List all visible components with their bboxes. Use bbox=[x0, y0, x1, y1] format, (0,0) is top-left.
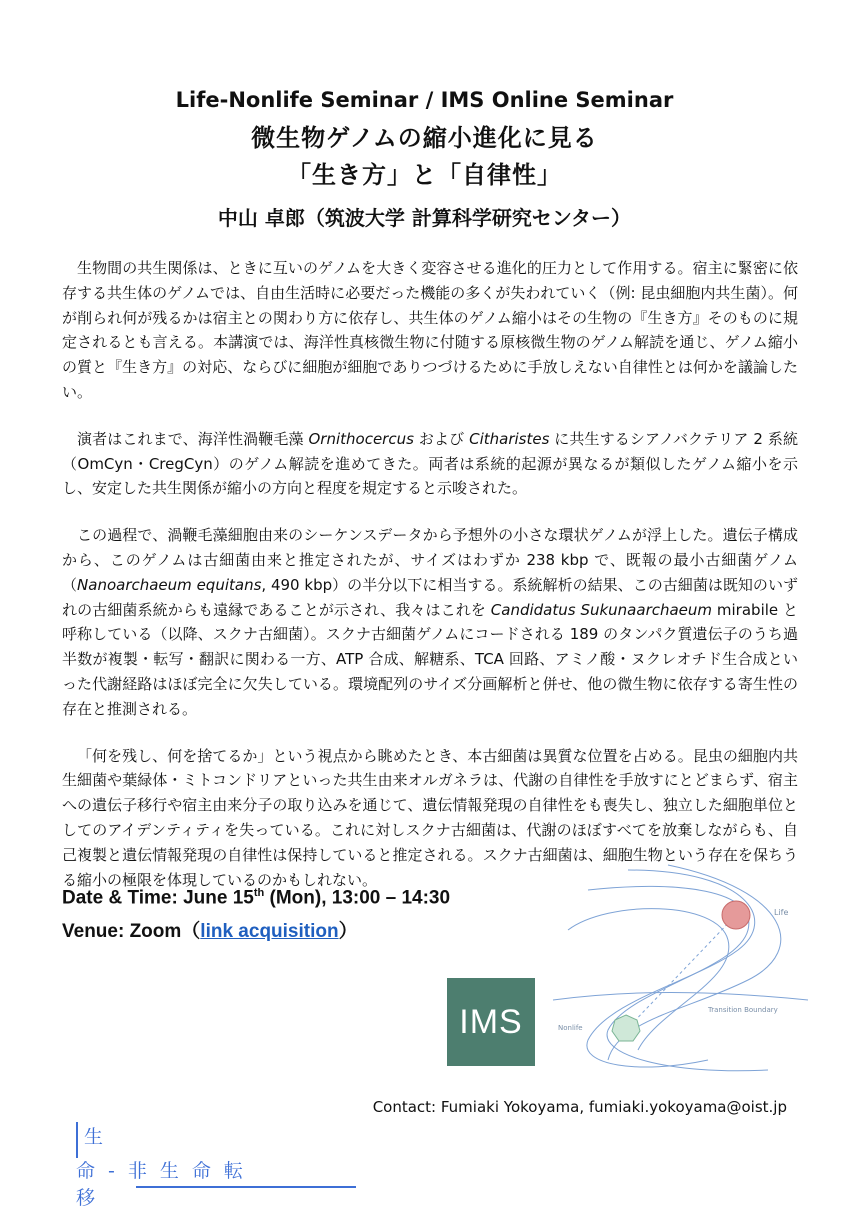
curve-outer-4 bbox=[568, 909, 729, 1050]
p3-species-1: Nanoarchaeum equitans bbox=[77, 575, 262, 594]
speaker: 中山 卓郎（筑波大学 計算科学研究センター） bbox=[217, 206, 632, 230]
curve-outer-1 bbox=[587, 870, 755, 1067]
venue bbox=[62, 915, 450, 949]
date-suffix: (Mon), 13:00 – 14:30 bbox=[264, 887, 451, 909]
brand-text: 命-非生命転移 bbox=[76, 1160, 256, 1209]
p3-text-c: mirabile と呼称している（以降、スクナ古細菌）。スクナ古細菌ゲノムにコードされる 189 のタンパク質遺伝子のうち過半数が複製・転写・翻訳に関わる一方、ATP 合成、解糖系、TCA 回路、アミノ酸・ヌクレオチド生合成といった代謝経路はほぼ完全に欠失している。環境配列のサイズ分画解析と併せ、他の微生物に依存する寄生性の存在と推測される。 bbox=[62, 600, 799, 718]
p3-text-b: , 490 kbp）の半分以下に相当する。系統解析の結果、この古細菌は既知のいずれの古細菌系統からも遠縁であることが示され、我々はこれを bbox=[62, 575, 798, 619]
label-nonlife: Nonlife bbox=[558, 1024, 583, 1032]
p2-text-b: および bbox=[413, 429, 470, 448]
date-prefix: Date & Time: June 15 bbox=[62, 887, 254, 909]
venue-prefix: Venue: Zoom（ bbox=[62, 921, 201, 943]
seminar-series: Life-Nonlife Seminar / IMS Online Seminar bbox=[175, 88, 674, 112]
p2-text-a: 演者はこれまで、海洋性渦鞭毛藻 bbox=[77, 429, 309, 448]
p2-species-2: Citharistes bbox=[469, 429, 550, 448]
p2-species-1: Ornithocercus bbox=[308, 429, 414, 448]
p2-text-c: に共生するシアノバクテリア 2 系統（OmCyn・CregCyn）のゲノム解読を進めてきた。両者は系統的起源が異なるが類似したゲノム縮小を示し、安定した共生関係が縮小の方向と程度を規定すると示唆された。 bbox=[62, 429, 798, 498]
abstract bbox=[62, 256, 798, 914]
life-nonlife-brand bbox=[76, 1122, 286, 1209]
paragraph-3 bbox=[62, 523, 798, 721]
brand-char: 生 bbox=[84, 1126, 104, 1148]
paragraph-2 bbox=[62, 427, 798, 501]
paragraph-4: 「何を残し、何を捨てるか」という視点から眺めたとき、本古細菌は異質な位置を占める。昆虫の細胞内共生細菌や葉緑体・ミトコンドリアといった共生由来オルガネラは、代謝の自律性を手放すにとどまらず、宿主への遺伝子移行や宿主由来分子の取り込みを通じて、遺伝情報発現の自律性をも喪失し、独立した細胞単位としてのアイデンティティを失っている。これに対しスクナ古細菌は、代謝のほぼすべてを放棄しながらも、自己複製と遺伝情報発現の自律性は保持していると推定される。スクナ古細菌は、細胞生物という存在を保ちうる縮小の極限を体現しているのかもしれない。 bbox=[62, 746, 798, 889]
title-line-1: 微生物ゲノムの縮小進化に見る bbox=[251, 124, 598, 152]
p3-text-a: この過程で、渦鞭毛藻細胞由来のシーケンスデータから予想外の小さな環状ゲノムが浮上した。遺伝子構成から、このゲノムは古細菌由来と推定されたが、サイズはわずか 238 kbp で、既報の最小古細菌ゲノム（ bbox=[62, 526, 798, 594]
header bbox=[0, 86, 849, 232]
venue-suffix: ） bbox=[338, 921, 358, 943]
p3-species-2: Candidatus Sukunaarchaeum bbox=[490, 600, 713, 619]
title-line-2: 「生き方」と「自律性」 bbox=[287, 161, 562, 189]
label-boundary: Transition Boundary bbox=[708, 1006, 778, 1014]
life-nonlife-diagram bbox=[548, 860, 818, 1080]
zoom-link[interactable]: link acquisition bbox=[200, 921, 339, 943]
date-time bbox=[62, 876, 450, 915]
contact: Contact: Fumiaki Yokoyama, fumiaki.yokoyama@oist.jp bbox=[372, 1098, 787, 1116]
event-info bbox=[62, 876, 450, 949]
life-node bbox=[722, 901, 750, 929]
date-sup: th bbox=[253, 887, 265, 899]
ims-logo: IMS bbox=[447, 978, 535, 1066]
brand-underline bbox=[136, 1186, 356, 1188]
label-life: Life bbox=[774, 908, 789, 917]
paragraph-1: 生物間の共生関係は、ときに互いのゲノムを大きく変容させる進化的圧力として作用する。宿主に緊密に依存する共生体のゲノムでは、自由生活時に必要だった機能の多くが失われていく（例: 昆虫細胞内共生菌）。何が削られ何が残るかは宿主との関わり方に依存し、共生体のゲノム縮小はその生物の『生き方』そのものに規定されるとも言える。本講演では、海洋性真核微生物に付随する原核微生物のゲノム解読を通じ、ゲノム縮小の質と『生き方』の対応、ならびに細胞が細胞でありつづけるために手放しえない自律性とは何かを議論したい。 bbox=[62, 259, 798, 401]
boundary-curve bbox=[553, 993, 808, 1001]
